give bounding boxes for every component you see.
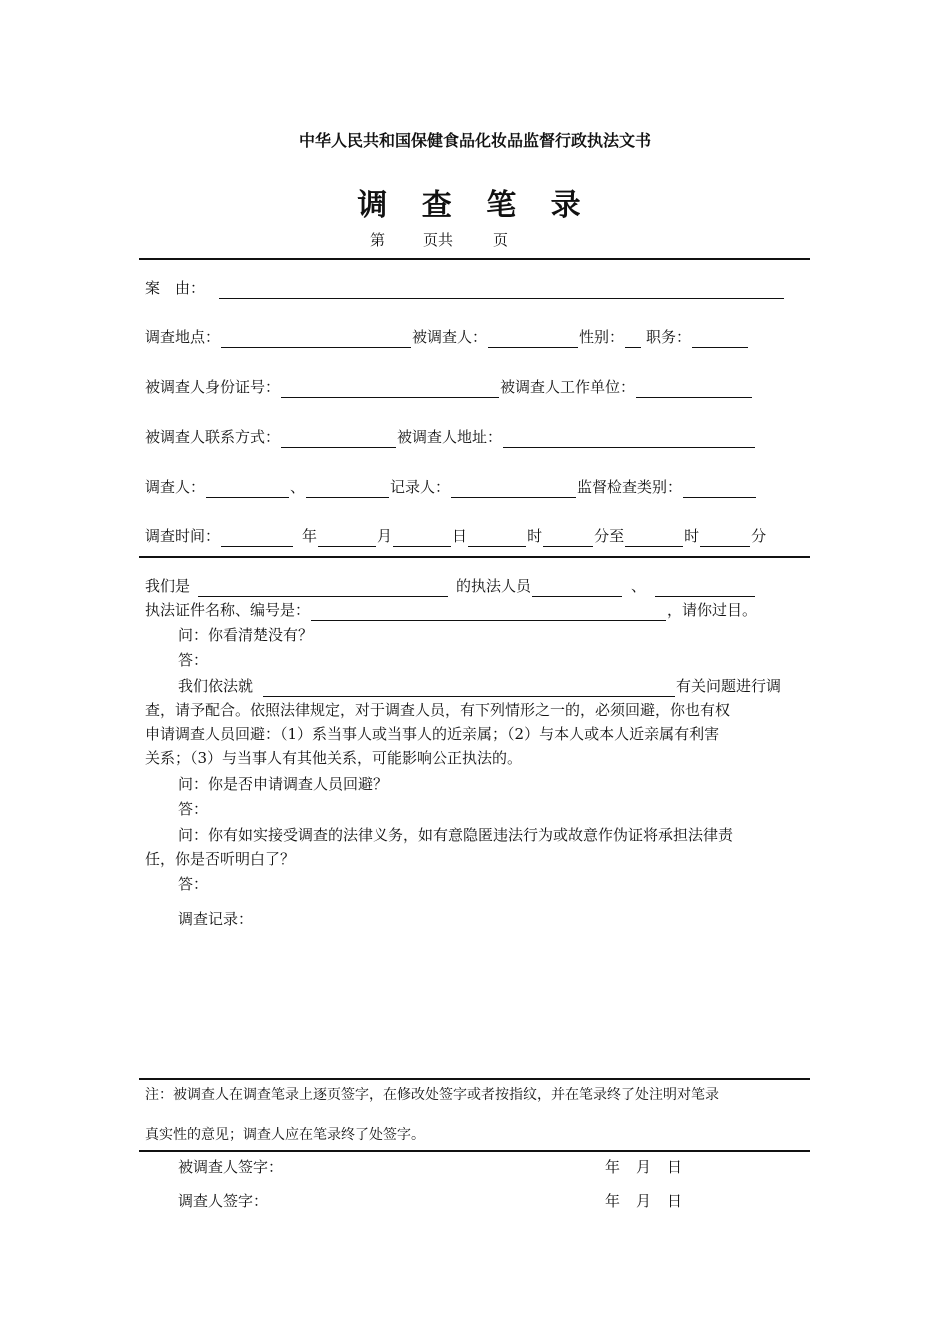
agency-name-field[interactable] [198,578,448,597]
legal-line-4: 关系；（3）与当事人有其他关系，可能影响公正执法的。 [145,749,523,767]
workplace-field[interactable] [636,379,752,398]
respondent-label: 被调查人： [412,328,488,346]
investigator-field-2[interactable] [306,479,389,498]
officer-1-field[interactable] [532,578,622,597]
workplace-label: 被调查人工作单位： [500,378,636,396]
page-number [370,229,508,250]
row-id [145,376,785,398]
intro-b: 的执法人员 [456,577,532,595]
legal-line-1 [178,675,808,697]
agency-header: 中华人民共和国保健食品化妆品监督行政执法文书 [298,131,651,150]
gender-field[interactable] [625,329,641,348]
id-field[interactable] [281,379,499,398]
question-1: 问：你看清楚没有？ [178,626,314,644]
matter-field[interactable] [263,678,675,697]
row-time [145,525,785,547]
year-label: 年 [302,527,318,545]
position-label: 职务： [646,328,692,346]
recorder-field[interactable] [451,479,576,498]
investigator-month: 月 [636,1192,652,1210]
investigator-label: 调查人： [145,478,206,496]
respondent-signature-label: 被调查人签字： [178,1158,284,1176]
page-di: 第 [370,231,386,249]
hour-label: 时 [527,527,543,545]
intro-a: 我们是 [145,577,191,595]
investigator-year: 年 [605,1192,621,1210]
question-2: 问：你是否申请调查人员回避？ [178,775,389,793]
note-rule [139,1078,810,1080]
recorder-label: 记录人： [390,478,451,496]
record-label: 调查记录： [178,910,254,928]
address-field[interactable] [503,429,755,448]
category-label: 监督检查类别： [577,478,683,496]
investigator-signature-label: 调查人签字： [178,1192,269,1210]
id-label: 被调查人身份证号： [145,378,281,396]
legal-b: 有关问题进行调 [676,677,782,695]
question-3-line-1: 问：你有如实接受调查的法律义务，如有意隐匿违法行为或故意作伪证将承担法律责 [178,826,734,844]
hour-field[interactable] [468,528,526,547]
address-label: 被调查人地址： [397,428,503,446]
cert-line [145,599,810,621]
month-label: 月 [377,527,393,545]
top-rule [139,258,810,260]
investigator-date [605,1190,682,1211]
legal-line-2: 查，请予配合。依照法律规定，对于调查人员，有下列情形之一的，必须回避，你也有权 [145,701,731,719]
row-location [145,326,785,348]
respondent-year: 年 [605,1158,621,1176]
row-contact [145,426,785,448]
cert-b: ，请你过目。 [667,601,758,619]
answer-3: 答： [178,875,209,893]
question-3-line-2: 任，你是否听明白了？ [145,850,296,868]
signature-rule [139,1150,810,1152]
minute-label: 分 [751,527,767,545]
cert-a: 执法证件名称、编号是： [145,601,311,619]
legal-line-3: 申请调查人员回避：（1）系当事人或当事人的近亲属；（2）与本人或本人近亲属有利害 [145,725,720,743]
answer-1: 答： [178,651,209,669]
gender-label: 性别： [579,328,625,346]
legal-a: 我们依法就 [178,677,254,695]
case-label: 案 由： [145,279,206,297]
month-field[interactable] [318,528,376,547]
note-line-1: 注：被调查人在调查笔录上逐页签字，在修改处签字或者按指纹，并在笔录终了处注明对笔录 [145,1087,719,1103]
mid-rule [139,556,810,558]
investigator-sep: 、 [290,478,306,496]
contact-field[interactable] [281,429,396,448]
location-field[interactable] [221,329,411,348]
answer-2: 答： [178,800,209,818]
respondent-month: 月 [636,1158,652,1176]
case-field[interactable] [219,280,784,299]
respondent-field[interactable] [488,329,578,348]
location-label: 调查地点： [145,328,221,346]
document-title: 调 查 笔 录 [357,188,593,223]
row-case [145,277,785,299]
note-line-2: 真实性的意见；调查人应在笔录终了处签字。 [145,1127,425,1143]
respondent-date [605,1156,682,1177]
cert-field[interactable] [311,602,666,621]
investigator-day: 日 [667,1192,683,1210]
row-investigator [145,476,785,498]
intro-sep: 、 [631,577,647,595]
minute-field[interactable] [543,528,593,547]
officer-2-field[interactable] [655,578,755,597]
contact-label: 被调查人联系方式： [145,428,281,446]
hour2-field[interactable] [625,528,683,547]
hour2-label: 时 [684,527,700,545]
minute-to-label: 分至 [594,527,625,545]
category-field[interactable] [683,479,756,498]
time-label: 调查时间： [145,527,221,545]
position-field[interactable] [692,329,748,348]
respondent-day: 日 [667,1158,683,1176]
page-ye: 页 [493,231,509,249]
year-field[interactable] [221,528,293,547]
investigator-field-1[interactable] [206,479,289,498]
day-field[interactable] [393,528,451,547]
page-yegong: 页共 [423,231,454,249]
minute2-field[interactable] [700,528,750,547]
intro-line [145,575,785,597]
day-label: 日 [452,527,468,545]
